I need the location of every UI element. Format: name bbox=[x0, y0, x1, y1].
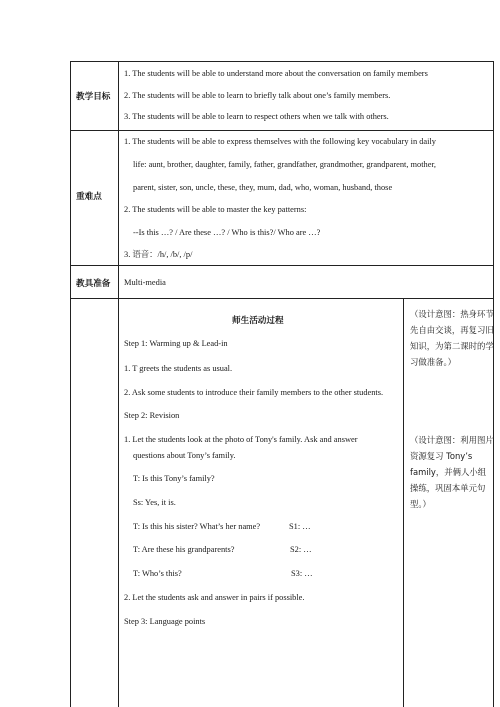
materials-label: 教具准备 bbox=[76, 279, 111, 289]
row-divider-1 bbox=[70, 130, 494, 131]
notes-column-divider bbox=[403, 298, 404, 707]
materials-value: Multi-media bbox=[124, 278, 166, 287]
table-border-right bbox=[493, 61, 494, 707]
table-border-left bbox=[70, 61, 71, 707]
key-points-label: 重难点 bbox=[76, 192, 102, 202]
objective-item-2: 2. The students will be able to learn to briefly talk about one’s family members. bbox=[124, 91, 391, 100]
objective-item-1: 1. The students will be able to understand more about the conversation on family members bbox=[124, 69, 428, 78]
dialogue-reply-4: S2: … bbox=[290, 545, 312, 554]
design-note-2: （设计意图：利用图片资源复习 Tony’s family，并俩人小组操练，巩固本单元句型。） bbox=[410, 435, 494, 509]
dialogue-line-2: Ss: Yes, it is. bbox=[133, 498, 176, 507]
label-column-divider bbox=[118, 61, 119, 707]
step-3-heading: Step 3: Language points bbox=[124, 617, 206, 626]
key-point-line-5: --Is this …? / Are these …? / Who is this?/ Who are …? bbox=[133, 228, 321, 237]
key-point-line-4: 2. The students will be able to master the key patterns: bbox=[124, 205, 307, 214]
dialogue-line-1: T: Is this Tony’s family? bbox=[133, 474, 215, 483]
dialogue-reply-5: S3: … bbox=[291, 569, 313, 578]
key-point-line-3: parent, sister, son, uncle, these, they, mum, dad, who, woman, husband, those bbox=[133, 183, 393, 192]
objectives-label: 教学目标 bbox=[76, 92, 111, 102]
key-point-line-1: 1. The students will be able to express themselves with the following key vocabulary in daily bbox=[124, 137, 436, 146]
dialogue-line-4: T: Are these his grandparents? bbox=[133, 545, 235, 554]
process-line-2: 2. Ask some students to introduce their family members to the other students. bbox=[124, 388, 384, 397]
table-border-top bbox=[70, 61, 494, 62]
key-point-line-2: life: aunt, brother, daughter, family, father, grandfather, grandmother, grandparent, mother, bbox=[133, 160, 437, 169]
dialogue-line-3: T: Is this his sister? What’s her name? bbox=[133, 522, 261, 531]
objective-item-3: 3. The students will be able to learn to respect others when we talk with others. bbox=[124, 112, 389, 121]
step-2-heading: Step 2: Revision bbox=[124, 411, 180, 420]
row-divider-2 bbox=[70, 265, 494, 266]
process-title: 师生活动过程 bbox=[232, 316, 284, 326]
row-divider-3 bbox=[70, 298, 494, 299]
step-1-heading: Step 1: Warming up & Lead-in bbox=[124, 339, 228, 348]
dialogue-reply-3: S1: … bbox=[289, 522, 311, 531]
process-line-1: 1. T greets the students as usual. bbox=[124, 364, 233, 373]
dialogue-line-5: T: Who’s this? bbox=[133, 569, 182, 578]
process-line-3a: 1. Let the students look at the photo of Tony's family. Ask and answer bbox=[124, 435, 358, 444]
key-point-line-6: 3. 语音：/h/, /b/, /p/ bbox=[124, 250, 193, 259]
process-line-4: 2. Let the students ask and answer in pairs if possible. bbox=[124, 593, 305, 602]
process-line-3b: questions about Tony’s family. bbox=[133, 451, 236, 460]
design-note-1: （设计意图：热身环节先自由交谈，再复习旧知识，为第二课时的学习做准备。） bbox=[410, 309, 494, 367]
